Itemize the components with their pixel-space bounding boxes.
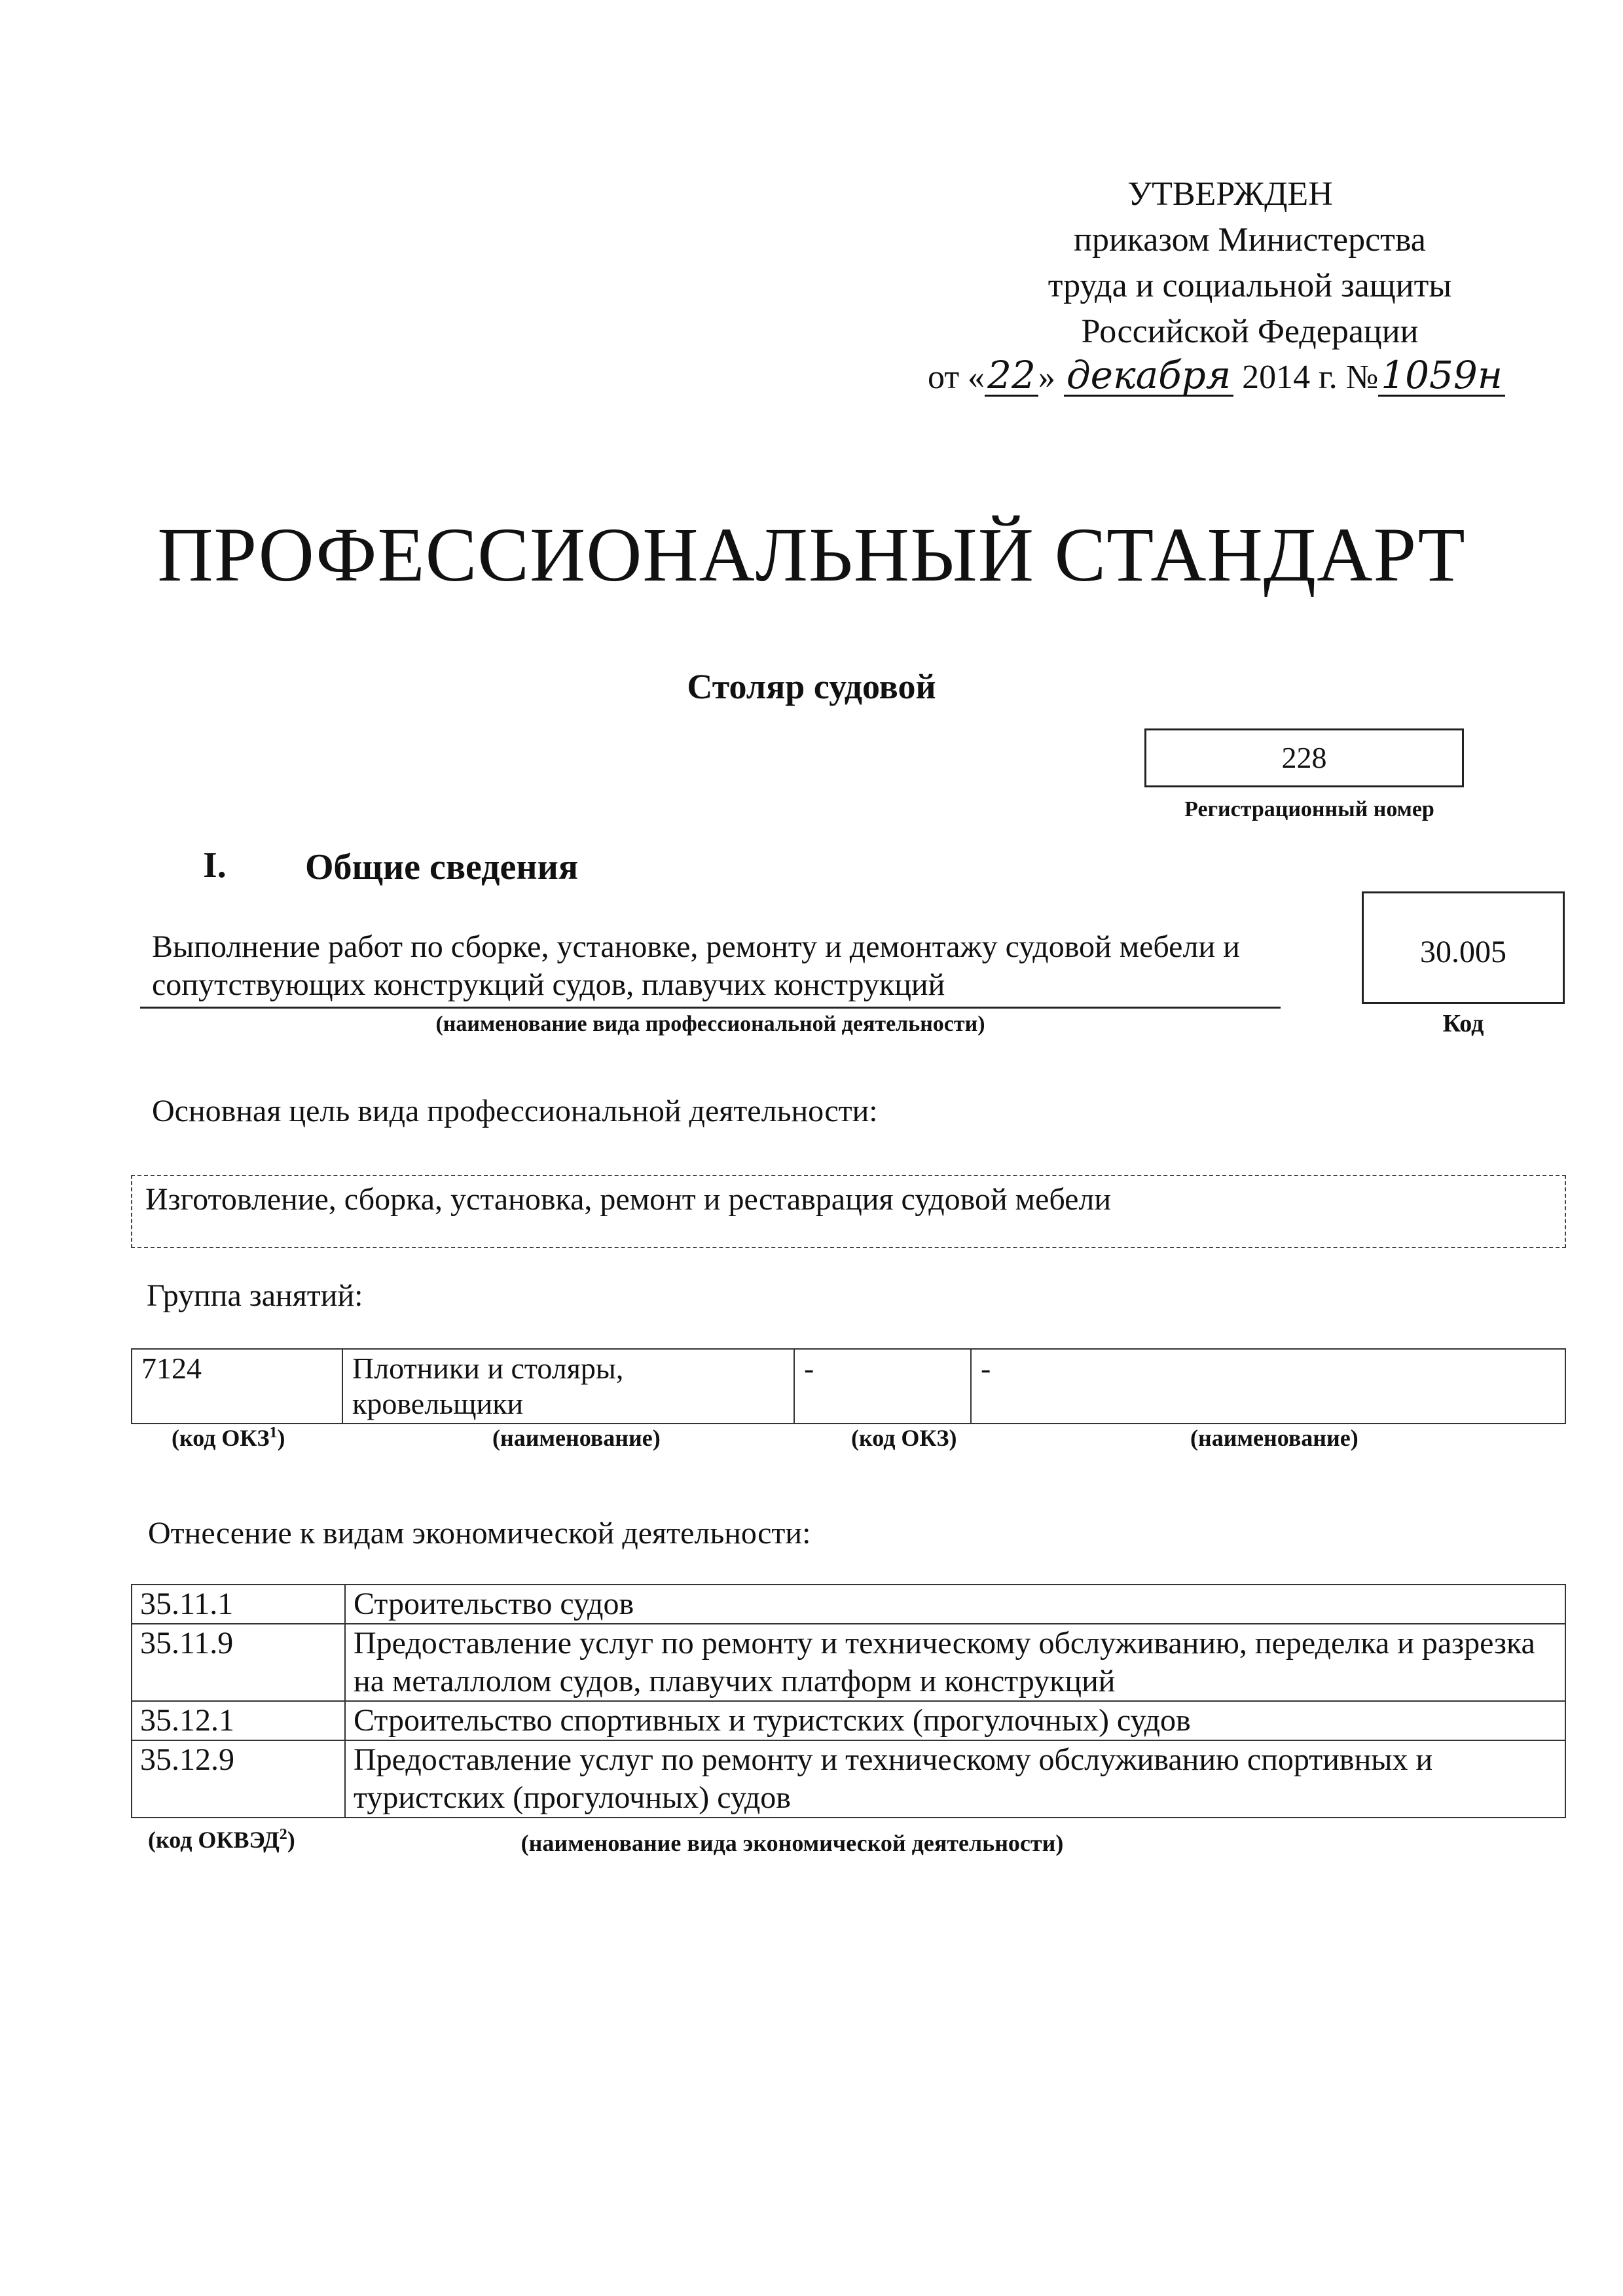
year-text: 2014 г. № — [1242, 359, 1379, 396]
date-mid: » — [1038, 359, 1055, 396]
okved-code: 35.11.1 — [132, 1585, 345, 1624]
activity-caption: (наименование вида профессиональной деятельности) — [435, 1012, 985, 1036]
okved-code-caption-text: (код ОКВЭД — [148, 1827, 280, 1853]
table-row — [132, 1349, 1565, 1424]
registration-number-label: Регистрационный номер — [1184, 797, 1434, 821]
goal-text-box: Изготовление, сборка, установка, ремонт и реставрация судовой мебели — [131, 1175, 1566, 1248]
activity-code-caption: Код — [1442, 1010, 1484, 1037]
okved-code: 35.11.9 — [132, 1624, 345, 1701]
activity-name: Выполнение работ по сборке, установке, ремонту и демонтажу судовой мебели и сопутствующих конструкций судов, плавучих конструкций — [152, 929, 1240, 1002]
document-subtitle: Столяр судовой — [687, 667, 936, 706]
table-row — [132, 1624, 1565, 1701]
okz-code-2: - — [794, 1349, 971, 1424]
caption-okz-code-2: (код ОКЗ) — [851, 1425, 957, 1451]
handwritten-day: 22 — [985, 355, 1038, 397]
section-title: Общие сведения — [305, 847, 579, 888]
handwritten-number: 1059н — [1378, 355, 1505, 397]
okved-code-caption: (код ОКВЭД$^2$) — [148, 1826, 295, 1853]
table-row — [132, 1701, 1565, 1740]
goal-label: Основная цель вида профессиональной деятельности: — [152, 1094, 878, 1128]
registration-number-box: 228 — [1144, 728, 1464, 787]
okz-code-1: 7124 — [132, 1349, 342, 1424]
occupation-group-table — [131, 1348, 1566, 1424]
approval-line-1: приказом Министерства — [1074, 221, 1426, 259]
okved-name-caption: (наименование вида экономической деятельности) — [520, 1830, 1064, 1856]
approval-date-line — [785, 355, 1505, 401]
caption-okz-name-2: (наименование) — [1190, 1425, 1359, 1451]
okved-table — [131, 1584, 1566, 1818]
document-title: ПРОФЕССИОНАЛЬНЫЙ СТАНДАРТ — [157, 512, 1466, 598]
approval-line-2: труда и социальной защиты — [1048, 267, 1452, 304]
approval-title: УТВЕРЖДЕН — [1127, 175, 1333, 213]
okz-name-2: - — [971, 1349, 1565, 1424]
okved-name: Предоставление услуг по ремонту и техническому обслуживанию, переделка и разрезка на металлолом судов, плавучих платформ и конструкций — [345, 1624, 1565, 1701]
okved-code: 35.12.1 — [132, 1701, 345, 1740]
footnote-mark-2: 2 — [279, 1826, 287, 1843]
date-prefix: от « — [928, 359, 985, 396]
okved-name: Строительство судов — [345, 1585, 1565, 1624]
occupation-group-label: Группа занятий: — [147, 1278, 363, 1313]
approval-line-3: Российской Федерации — [1081, 313, 1419, 350]
okved-label: Отнесение к видам экономической деятельности: — [148, 1516, 811, 1551]
okved-name: Строительство спортивных и туристских (прогулочных) судов — [345, 1701, 1565, 1740]
section-number: I. — [203, 845, 227, 886]
table-row — [132, 1585, 1565, 1624]
okved-code: 35.12.9 — [132, 1740, 345, 1818]
activity-code-box: 30.005 — [1362, 891, 1565, 1004]
activity-underline — [140, 1007, 1281, 1009]
footnote-mark-1: 1 — [269, 1424, 278, 1441]
approval-block — [785, 171, 1505, 401]
okz-name-1: Плотники и столяры, кровельщики — [342, 1349, 794, 1424]
caption-okz-code-1-text: (код ОКЗ — [172, 1425, 270, 1451]
table-row — [132, 1740, 1565, 1818]
caption-okz-name-1: (наименование) — [492, 1425, 661, 1451]
caption-okz-code-1: (код ОКЗ$^1$) — [172, 1424, 285, 1451]
handwritten-month: декабря — [1064, 355, 1233, 397]
okved-name: Предоставление услуг по ремонту и техническому обслуживанию спортивных и туристских (прогулочных) судов — [345, 1740, 1565, 1818]
